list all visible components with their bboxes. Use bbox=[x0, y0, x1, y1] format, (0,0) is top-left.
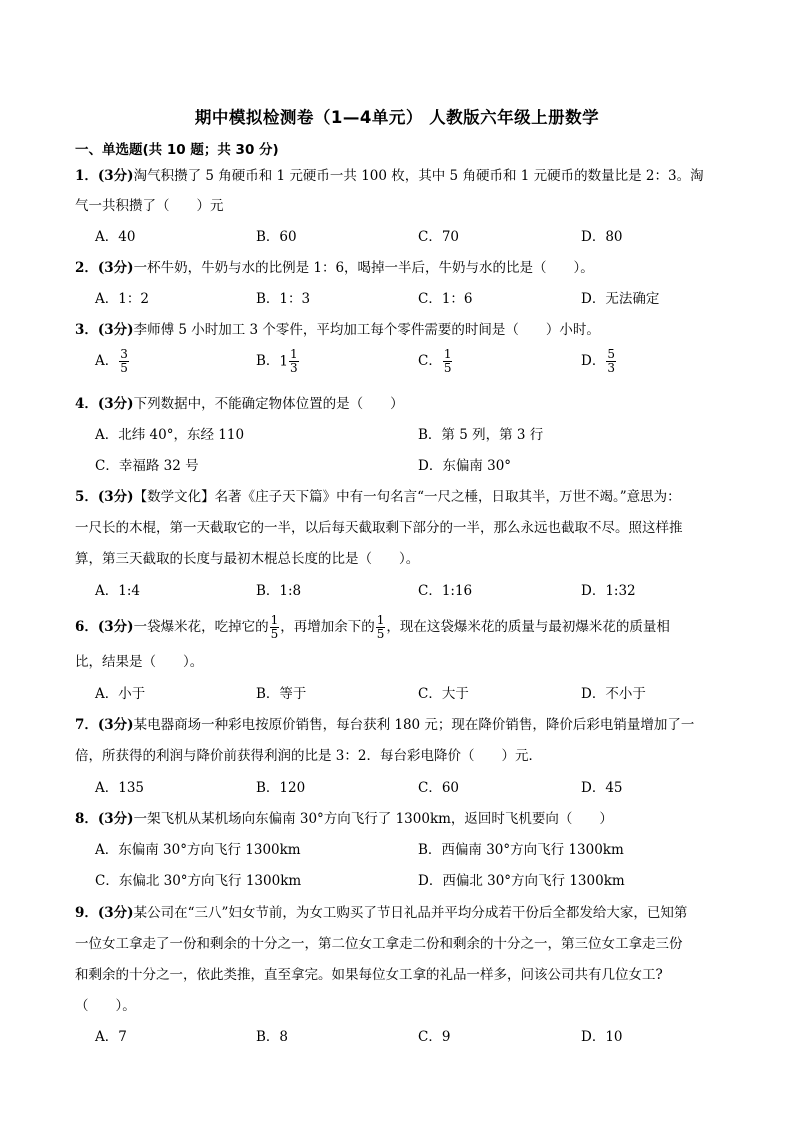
question-2-line-1: 2．(3分)一杯牛奶，牛奶与水的比例是 1：6，喝掉一半后，牛奶与水的比是（ ）。 bbox=[75, 260, 594, 276]
option-d[interactable]: D．10 bbox=[581, 1029, 623, 1045]
option-b[interactable]: B．60 bbox=[256, 229, 297, 245]
fraction: $\frac{1}{5}$ bbox=[270, 613, 279, 641]
option-c[interactable]: C．幸福路 32 号 bbox=[95, 458, 199, 474]
question-5-line-1: 5．(3分)【数学文化】名著《庄子天下篇》中有一句名言“一尺之棰，日取其半，万世不竭。”意思为： bbox=[75, 489, 681, 505]
question-9-line-1: 9．(3分)某公司在“三八”妇女节前，为女工购买了节日礼品并平均分成若干份后全都发给大家，已知第 bbox=[75, 905, 688, 921]
question-1-line-1: 1．(3分)淘气积攒了 5 角硬币和 1 元硬币一共 100 枚，其中 5 角硬币和 1 元硬币的数量比是 2：3。淘 bbox=[75, 168, 704, 184]
question-4-line-1: 4．(3分)下列数据中，不能确定物体位置的是（ ） bbox=[75, 396, 404, 412]
option-c[interactable]: C．1:16 bbox=[418, 583, 473, 599]
option-c[interactable]: C． $\frac{1}{5}$ bbox=[418, 347, 452, 375]
option-c[interactable]: C．大于 bbox=[418, 686, 469, 702]
fraction: $\frac{1}{5}$ bbox=[443, 347, 452, 375]
question-7-line-2: 倍，所获得的利润与降价前获得利润的比是 3：2．每台彩电降价（ ）元． bbox=[75, 748, 542, 764]
option-a[interactable]: A．东偏南 30°方向飞行 1300km bbox=[95, 842, 301, 858]
option-b[interactable]: B．西偏南 30°方向飞行 1300km bbox=[418, 842, 624, 858]
option-d[interactable]: D．无法确定 bbox=[581, 291, 660, 307]
option-d[interactable]: D．80 bbox=[581, 229, 623, 245]
option-c[interactable]: C．东偏北 30°方向飞行 1300km bbox=[95, 873, 302, 889]
fraction: $\frac{1}{5}$ bbox=[376, 613, 385, 641]
question-6-line-2: 比，结果是（ ）。 bbox=[75, 654, 204, 670]
question-5-line-2: 一尺长的木棍，第一天截取它的一半，以后每天截取剩下部分的一半，那么永远也截取不尽。照这样推 bbox=[75, 520, 683, 536]
option-c[interactable]: C．60 bbox=[418, 780, 460, 796]
section-heading: 一、单选题(共 10 题；共 30 分) bbox=[75, 142, 279, 158]
option-b[interactable]: B．等于 bbox=[256, 686, 307, 702]
option-c[interactable]: C．9 bbox=[418, 1029, 451, 1045]
option-a[interactable]: A．1:4 bbox=[95, 583, 140, 599]
page-title: 期中模拟检测卷（1—4单元） 人教版六年级上册数学 bbox=[194, 108, 600, 127]
option-a[interactable]: A．1：2 bbox=[95, 291, 149, 307]
option-d[interactable]: D．45 bbox=[581, 780, 623, 796]
option-a[interactable]: A．小于 bbox=[95, 686, 146, 702]
question-6-line-1: 6．(3分)一袋爆米花，吃掉它的 $\frac{1}{5}$ ，再增加余下的 $\frac{1}{5}$ ，现在这袋爆米花的质量与最初爆米花的质量相 bbox=[75, 613, 670, 641]
option-b[interactable]: B．1：3 bbox=[256, 291, 311, 307]
option-b[interactable]: B．120 bbox=[256, 780, 306, 796]
question-9-line-2: 一位女工拿走了一份和剩余的十分之一，第二位女工拿走二份和剩余的十分之一，第三位女工拿走三份 bbox=[75, 936, 683, 952]
fraction: $\frac{5}{3}$ bbox=[607, 347, 615, 375]
option-b[interactable]: B．1 $\frac{1}{3}$ bbox=[256, 347, 298, 375]
option-a[interactable]: A．40 bbox=[95, 229, 136, 245]
option-a[interactable]: A．135 bbox=[95, 780, 145, 796]
question-5-line-3: 算，第三天截取的长度与最初木棍总长度的比是（ ）。 bbox=[75, 551, 420, 567]
question-1-line-2: 气一共积攒了（ ）元 bbox=[75, 198, 224, 214]
option-a[interactable]: A．北纬 40°，东经 110 bbox=[95, 427, 245, 443]
fraction: $\frac{3}{5}$ bbox=[120, 347, 128, 375]
question-3-line-1: 3．(3分)李师傅 5 小时加工 3 个零件，平均加工每个零件需要的时间是（ ）小时。 bbox=[75, 322, 600, 338]
option-d[interactable]: D． $\frac{5}{3}$ bbox=[581, 347, 615, 375]
question-9-line-4: （ ）。 bbox=[75, 998, 136, 1014]
option-d[interactable]: D．东偏南 30° bbox=[418, 458, 512, 474]
fraction: $\frac{1}{3}$ bbox=[290, 347, 298, 375]
question-8-line-1: 8．(3分)一架飞机从某机场向东偏南 30°方向飞行了 1300km，返回时飞机要向（ ） bbox=[75, 811, 613, 827]
option-d[interactable]: D．西偏北 30°方向飞行 1300km bbox=[418, 873, 625, 889]
option-a[interactable]: A．7 bbox=[95, 1029, 127, 1045]
question-9-line-3: 和剩余的十分之一，依此类推，直至拿完。如果每位女工拿的礼品一样多，问该公司共有几位女工? bbox=[75, 967, 663, 983]
option-d[interactable]: D．1:32 bbox=[581, 583, 636, 599]
question-7-line-1: 7．(3分)某电器商场一种彩电按原价销售，每台获利 180 元；现在降价销售，降价后彩电销量增加了一 bbox=[75, 717, 695, 733]
option-c[interactable]: C．70 bbox=[418, 229, 460, 245]
option-d[interactable]: D．不小于 bbox=[581, 686, 646, 702]
option-a[interactable]: A． $\frac{3}{5}$ bbox=[95, 347, 128, 375]
option-b[interactable]: B．第 5 列，第 3 行 bbox=[418, 427, 544, 443]
option-b[interactable]: B．8 bbox=[256, 1029, 289, 1045]
option-c[interactable]: C．1：6 bbox=[418, 291, 473, 307]
option-b[interactable]: B．1:8 bbox=[256, 583, 302, 599]
